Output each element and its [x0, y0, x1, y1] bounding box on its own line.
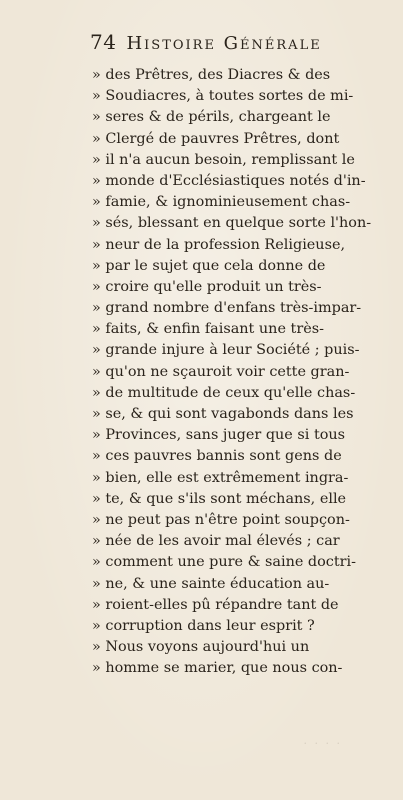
text-line: » grande injure à leur Société ; puis- [92, 342, 360, 359]
text-line: » grand nombre d'enfans très-impar- [92, 300, 362, 317]
body-text [92, 65, 392, 705]
text-line: » ces pauvres bannis sont gens de [92, 448, 342, 465]
text-line: » comment une pure & saine doctri- [92, 554, 356, 571]
text-line: » se, & qui sont vagabonds dans les [92, 406, 354, 422]
text-line: » faits, & enfin faisant une très- [92, 321, 324, 338]
text-line: » croire qu'elle produit un très- [92, 278, 322, 295]
text-line: » ne peut pas n'être point soupçon- [92, 511, 350, 528]
text-line: » monde d'Ecclésiastiques notés d'in- [92, 172, 366, 189]
text-line: » neur de la profession Religieuse, [92, 236, 346, 253]
text-line: » ne, & une sainte éducation au- [92, 575, 330, 592]
text-line: » famie, & ignominieusement chas- [92, 194, 351, 211]
text-line: » te, & que s'ils sont méchans, elle [92, 490, 347, 507]
text-line: » roient-elles pû répandre tant de [92, 596, 339, 613]
text-line: » qu'on ne sçauroit voir cette gran- [92, 363, 350, 380]
text-line: » de multitude de ceux qu'elle chas- [92, 384, 356, 401]
text-line: » il n'a aucun besoin, remplissant le [92, 151, 355, 168]
text-line: » corruption dans leur esprit ? [92, 617, 315, 634]
text-line: » Nous voyons aujourd'hui un [92, 639, 310, 656]
text-line: » homme se marier, que nous con- [92, 660, 343, 677]
text-line: » sés, blessant en quelque sorte l'hon- [92, 215, 372, 232]
text-line: » par le sujet que cela donne de [92, 257, 326, 274]
page-header [90, 30, 390, 60]
text-line: » Clergé de pauvres Prêtres, dont [92, 130, 340, 147]
text-line: » Soudiacres, à toutes sortes de mi- [92, 88, 354, 105]
text-line: » des Prêtres, des Diacres & des [92, 67, 331, 83]
text-line: » née de les avoir mal élevés ; car [92, 533, 340, 550]
text-line: » seres & de périls, chargeant le [92, 109, 331, 126]
text-line: » Provinces, sans juger que si tous [92, 427, 346, 444]
text-line: » bien, elle est extrêmement ingra- [92, 469, 349, 486]
page-number: 74 [90, 30, 117, 54]
show-through-mark: · · · · [301, 737, 340, 750]
running-head: Histoire Générale [126, 33, 322, 54]
